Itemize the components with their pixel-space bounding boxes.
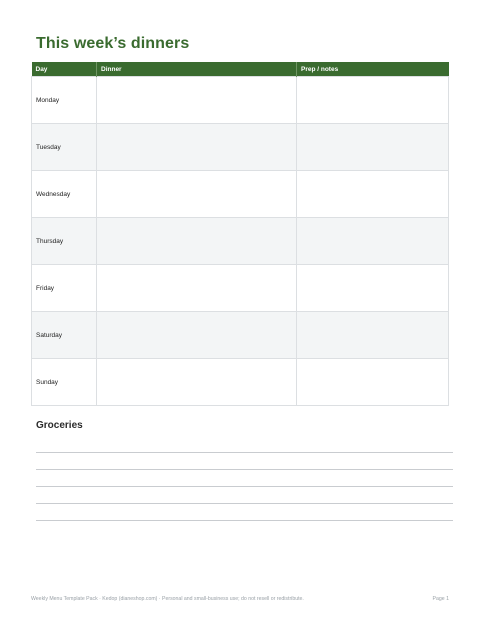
table-header-row bbox=[32, 62, 449, 77]
day-cell: Tuesday bbox=[32, 124, 97, 171]
notes-cell[interactable] bbox=[297, 265, 449, 312]
column-header-prep-notes: Prep / notes bbox=[297, 62, 449, 77]
page-title: This week’s dinners bbox=[36, 35, 190, 52]
grocery-line[interactable] bbox=[36, 469, 453, 470]
day-cell: Wednesday bbox=[32, 171, 97, 218]
table-row bbox=[32, 171, 449, 218]
day-cell: Saturday bbox=[32, 312, 97, 359]
grocery-line[interactable] bbox=[36, 486, 453, 487]
notes-cell[interactable] bbox=[297, 359, 449, 406]
table-row bbox=[32, 312, 449, 359]
notes-cell[interactable] bbox=[297, 218, 449, 265]
table-row bbox=[32, 359, 449, 406]
dinner-cell[interactable] bbox=[97, 218, 297, 265]
grocery-line[interactable] bbox=[36, 452, 453, 453]
dinner-cell[interactable] bbox=[97, 359, 297, 406]
groceries-heading: Groceries bbox=[36, 420, 83, 431]
notes-cell[interactable] bbox=[297, 312, 449, 359]
table-row bbox=[32, 124, 449, 171]
dinner-cell[interactable] bbox=[97, 77, 297, 124]
day-cell: Monday bbox=[32, 77, 97, 124]
footer-credit: Weekly Menu Template Pack · Kedop (dianeshop.com) · Personal and small-business use; do not resell or redistribute. bbox=[31, 596, 304, 602]
column-header-dinner: Dinner bbox=[97, 62, 297, 77]
day-cell: Sunday bbox=[32, 359, 97, 406]
day-cell: Friday bbox=[32, 265, 97, 312]
page-number: Page 1 bbox=[432, 596, 449, 602]
dinner-plan-table bbox=[31, 62, 449, 406]
dinner-cell[interactable] bbox=[97, 265, 297, 312]
notes-cell[interactable] bbox=[297, 171, 449, 218]
dinner-cell[interactable] bbox=[97, 312, 297, 359]
notes-cell[interactable] bbox=[297, 124, 449, 171]
dinner-cell[interactable] bbox=[97, 124, 297, 171]
day-cell: Thursday bbox=[32, 218, 97, 265]
dinner-cell[interactable] bbox=[97, 171, 297, 218]
grocery-line[interactable] bbox=[36, 503, 453, 504]
column-header-day: Day bbox=[32, 62, 97, 77]
grocery-line[interactable] bbox=[36, 520, 453, 521]
table-row bbox=[32, 265, 449, 312]
notes-cell[interactable] bbox=[297, 77, 449, 124]
table-row bbox=[32, 77, 449, 124]
table-row bbox=[32, 218, 449, 265]
